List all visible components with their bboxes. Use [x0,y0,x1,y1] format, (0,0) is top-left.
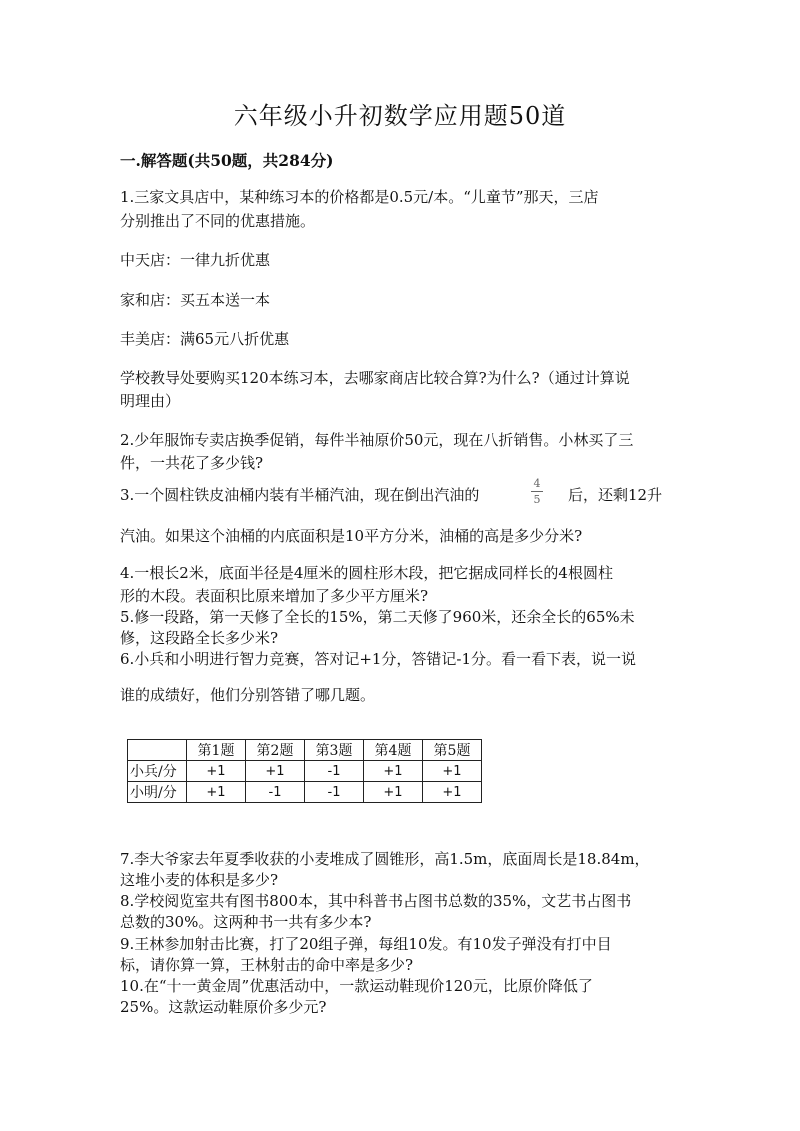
table-row [128,761,482,782]
table-cell: +1 [423,761,482,782]
score-table [127,739,482,803]
problem-6-line-1: 6.小兵和小明进行智力竞赛，答对记+1分，答错记-1分。看一看下表，说一说 [120,650,637,668]
table-cell: +1 [187,782,246,803]
problem-5-line-1: 5.修一段路，第一天修了全长的15%，第二天修了960米，还余全长的65%未 [120,608,635,626]
table-header-cell: 第2题 [246,740,305,761]
problem-1-line-1: 1.三家文具店中，某种练习本的价格都是0.5元/本。“儿童节”那天，三店 [120,188,599,206]
problem-4-line-2: 形的木段。表面积比原来增加了多少平方厘米? [120,587,429,605]
table-row-label: 小兵/分 [128,761,187,782]
problem-3-line-1-end: 后，还剩12升 [568,486,663,504]
section-heading: 一.解答题(共50题，共284分) [120,151,334,170]
fraction-four-fifths [530,478,544,505]
problem-10-line-1: 10.在“十一黄金周”优惠活动中，一款运动鞋现价120元，比原价降低了 [120,977,593,995]
table-header-cell: 第5题 [423,740,482,761]
problem-2-line-2: 件，一共花了多少钱? [120,454,264,472]
problem-1-question-line-1: 学校教导处要购买120本练习本，去哪家商店比较合算?为什么?（通过计算说 [120,369,630,387]
fraction-bar [531,491,543,492]
problem-9-line-1: 9.王林参加射击比赛，打了20组子弹，每组10发。有10发子弹没有打中目 [120,935,612,953]
problem-7-line-2: 这堆小麦的体积是多少? [120,871,279,889]
table-header-cell [128,740,187,761]
table-header-cell: 第1题 [187,740,246,761]
problem-10-line-2: 25%。这款运动鞋原价多少元? [120,998,327,1016]
problem-1-question-line-2: 明理由） [120,392,181,410]
table-cell: +1 [187,761,246,782]
table-cell: +1 [423,782,482,803]
table-cell: -1 [305,782,364,803]
table-cell: -1 [246,782,305,803]
problem-7-line-1: 7.李大爷家去年夏季收获的小麦堆成了圆锥形，高1.5m，底面周长是18.84m， [120,850,650,868]
table-cell: +1 [364,761,423,782]
problem-4-line-1: 4.一根长2米，底面半径是4厘米的圆柱形木段，把它据成同样长的4根圆柱 [120,564,613,582]
table-header-row [128,740,482,761]
table-cell: -1 [305,761,364,782]
problem-2-line-1: 2.少年服饰专卖店换季促销，每件半袖原价50元，现在八折销售。小林买了三 [120,431,634,449]
fraction-numerator: 4 [533,477,541,490]
table-cell: +1 [364,782,423,803]
problem-1-line-2: 分别推出了不同的优惠措施。 [120,212,316,230]
problem-3-line-2: 汽油。如果这个油桶的内底面积是10平方分米，油桶的高是多少分米? [120,527,583,545]
problem-3-line-1-start: 3.一个圆柱铁皮油桶内装有半桶汽油，现在倒出汽油的 [120,486,480,504]
table-cell: +1 [246,761,305,782]
table-header-cell: 第3题 [305,740,364,761]
table-row-label: 小明/分 [128,782,187,803]
page-title: 六年级小升初数学应用题50道 [233,102,567,130]
problem-1-option-jiahe: 家和店：买五本送一本 [120,291,271,309]
problem-6-line-2: 谁的成绩好，他们分别答错了哪几题。 [120,686,376,704]
problem-9-line-2: 标，请你算一算，王林射击的命中率是多少? [120,956,414,974]
fraction-denominator: 5 [533,493,541,506]
problem-1-option-zhongtian: 中天店：一律九折优惠 [120,251,271,269]
problem-8-line-1: 8.学校阅览室共有图书800本，其中科普书占图书总数的35%，文艺书占图书 [120,892,632,910]
table-row [128,782,482,803]
table-header-cell: 第4题 [364,740,423,761]
problem-5-line-2: 修，这段路全长多少米? [120,629,279,647]
problem-1-option-fengmei: 丰美店：满65元八折优惠 [120,330,290,348]
problem-8-line-2: 总数的30%。这两种书一共有多少本? [120,913,372,931]
